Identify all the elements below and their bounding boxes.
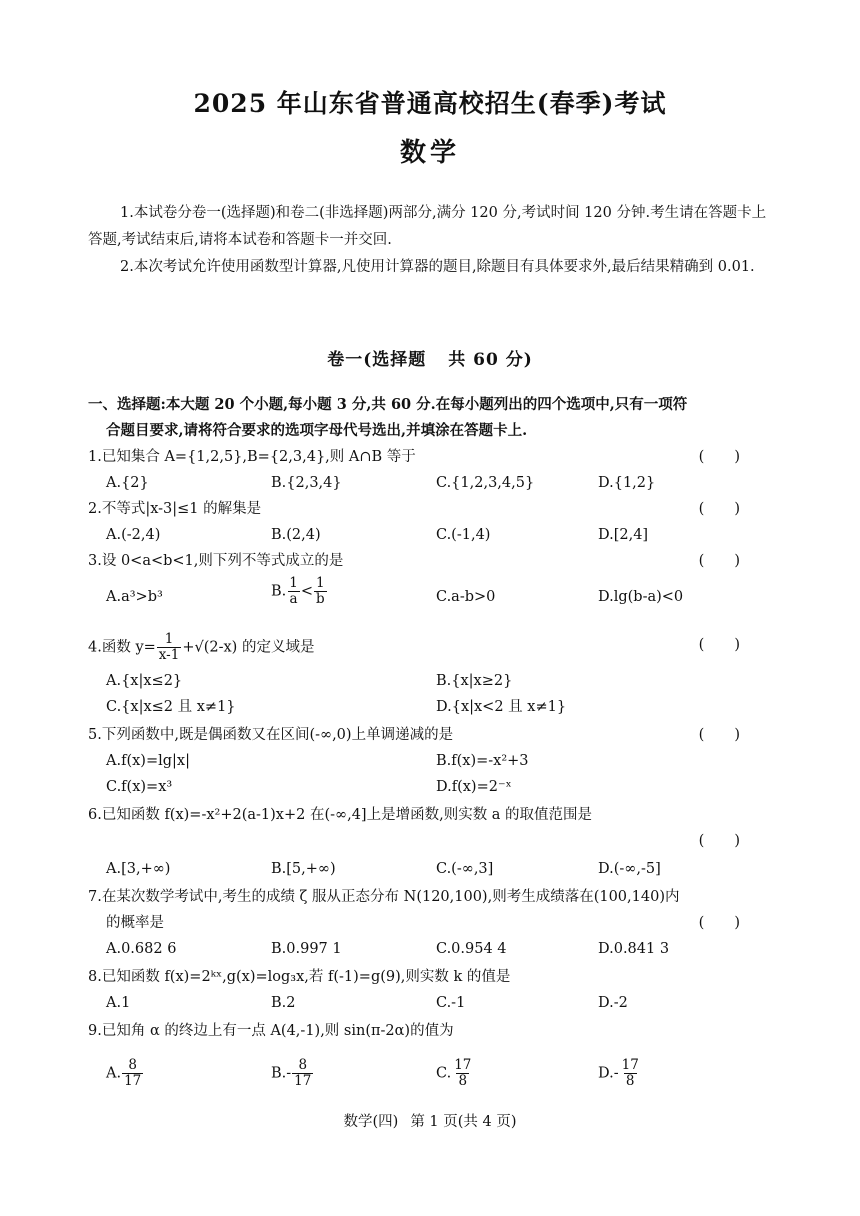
option-a: A.{x|x≤2} (106, 673, 183, 689)
option-d: D.lg(b-a)<0 (598, 589, 684, 605)
question-6 (88, 802, 778, 828)
question-7-line-2 (88, 910, 778, 936)
option-d: D.0.841 3 (598, 941, 670, 957)
question-3-options (88, 575, 778, 614)
option-a: A.a³>b³ (106, 589, 163, 605)
question-6-paren-row (88, 828, 778, 854)
question-stem: 6.已知函数 f(x)=-x²+2(a-1)x+2 在(-∞,4]上是增函数,则实数 a 的取值范围是 (88, 807, 593, 823)
question-stem: 8.已知函数 f(x)=2ᵏˣ,g(x)=log₃x,若 f(-1)=g(9),则实数 k 的值是 (88, 969, 511, 985)
instruction-line-2: 合题目要求,请将符合要求的选项字母代号选出,并填涂在答题卡上. (106, 422, 528, 439)
answer-blank: () (698, 833, 770, 849)
question-1-options (88, 470, 778, 496)
question-4-options-row-1 (88, 668, 778, 694)
answer-blank: () (698, 637, 770, 653)
answer-blank: () (698, 553, 770, 569)
option-a: A. $\frac{8}{17}$ (106, 1057, 142, 1089)
fraction-1-over-x-minus-1: $\frac{1}{x-1}$ (158, 631, 180, 663)
option-b: B.2 (271, 995, 296, 1011)
option-b: B.[5,+∞) (271, 861, 336, 877)
option-a: A.(-2,4) (106, 527, 161, 543)
footer-subject: 数学(四) (343, 1114, 399, 1130)
option-d: D.- $\frac{17}{8}$ (598, 1057, 639, 1089)
answer-blank: () (698, 727, 770, 743)
question-6-options (88, 856, 778, 882)
question-4-options-row-2 (88, 694, 778, 720)
question-stem-continued: 的概率是 (106, 915, 164, 931)
question-stem: 2.不等式|x-3|≤1 的解集是 (88, 501, 262, 517)
question-8-options (88, 990, 778, 1016)
footer-page-number: 第 1 页(共 4 页) (410, 1114, 517, 1130)
question-2-options (88, 522, 778, 548)
subject-title: 数学 (399, 138, 460, 168)
option-c: C.{x|x≤2 且 x≠1} (106, 699, 236, 715)
option-c: C. $\frac{17}{8}$ (436, 1057, 472, 1089)
note-2: 2.本次考试允许使用函数型计算器,凡使用计算器的题目,除题目有具体要求外,最后结果精确到 0.01. (120, 259, 755, 275)
fraction-1-over-a: $\frac{1}{a}$ (289, 575, 298, 607)
question-7 (88, 884, 778, 910)
option-b: B. $\frac{1}{a}$ < $\frac{1}{b}$ (271, 575, 325, 607)
question-5-options-row-1 (88, 748, 778, 774)
option-b: B.- $\frac{8}{17}$ (271, 1057, 312, 1089)
option-d: D.{1,2} (598, 475, 656, 491)
option-a: A.0.682 6 (106, 941, 177, 957)
option-c: C.-1 (436, 995, 466, 1011)
option-d: D.-2 (598, 995, 628, 1011)
option-d: D.{x|x<2 且 x≠1} (436, 699, 567, 715)
exam-notes (88, 200, 778, 281)
question-3 (88, 548, 778, 574)
question-9-options (88, 1058, 778, 1092)
question-9 (88, 1018, 778, 1044)
note-1: 1.本试卷分卷一(选择题)和卷二(非选择题)两部分,满分 120 分,考试时间 120 分钟.考生请在答题卡上答题,考试结束后,请将本试卷和答题卡一并交回. (88, 205, 767, 248)
option-c: C.a-b>0 (436, 589, 496, 605)
answer-blank: () (698, 915, 770, 931)
answer-blank: () (698, 501, 770, 517)
option-c: C.(-∞,3] (436, 861, 494, 877)
option-d: D.[2,4] (598, 527, 649, 543)
option-a: A.f(x)=lg|x| (106, 753, 190, 769)
option-d: D.(-∞,-5] (598, 861, 661, 877)
question-stem: 1.已知集合 A={1,2,5},B={2,3,4},则 A∩B 等于 (88, 449, 416, 465)
option-b: B.f(x)=-x²+3 (436, 753, 529, 769)
question-4: 4.函数 y= $\frac{1}{x-1}$ +√(2-x) 的定义域是 () (88, 631, 770, 663)
option-b: B.0.997 1 (271, 941, 342, 957)
fraction: $\frac{8}{17}$ (294, 1057, 312, 1089)
fraction: $\frac{17}{8}$ (621, 1057, 639, 1089)
option-b: B.{x|x≥2} (436, 673, 513, 689)
page-footer (0, 1110, 860, 1131)
option-c: C.0.954 4 (436, 941, 507, 957)
question-2 (88, 496, 778, 522)
question-stem: 9.已知角 α 的终边上有一点 A(4,-1),则 sin(π-2α)的值为 (88, 1023, 454, 1039)
option-b: B.{2,3,4} (271, 475, 342, 491)
option-a: A.[3,+∞) (106, 861, 171, 877)
question-5 (88, 722, 778, 748)
option-b: B.(2,4) (271, 527, 321, 543)
question-stem: 3.设 0<a<b<1,则下列不等式成立的是 (88, 553, 344, 569)
question-1 (88, 444, 778, 470)
answer-blank: () (698, 449, 770, 465)
fraction: $\frac{8}{17}$ (124, 1057, 142, 1089)
question-7-options (88, 936, 778, 962)
question-5-options-row-2 (88, 774, 778, 800)
option-c: C.(-1,4) (436, 527, 491, 543)
instruction-line-1: 一、选择题:本大题 20 个小题,每小题 3 分,共 60 分.在每小题列出的四个选项中,只有一项符 (88, 396, 688, 413)
section-heading: 卷一(选择题 共 60 分) (327, 350, 533, 370)
option-c: C.{1,2,3,4,5} (436, 475, 535, 491)
exam-title: 2025 年山东省普通高校招生(春季)考试 (193, 89, 667, 118)
option-d: D.f(x)=2⁻ˣ (436, 779, 512, 795)
question-stem: 5.下列函数中,既是偶函数又在区间(-∞,0)上单调递减的是 (88, 727, 454, 743)
question-stem: 7.在某次数学考试中,考生的成绩 ζ 服从正态分布 N(120,100),则考生成绩落在(100,140)内 (88, 889, 680, 905)
question-8 (88, 964, 778, 990)
option-a: A.1 (106, 995, 131, 1011)
fraction: $\frac{17}{8}$ (454, 1057, 472, 1089)
fraction-1-over-b: $\frac{1}{b}$ (316, 575, 325, 607)
option-c: C.f(x)=x³ (106, 779, 173, 795)
option-a: A.{2} (106, 475, 149, 491)
